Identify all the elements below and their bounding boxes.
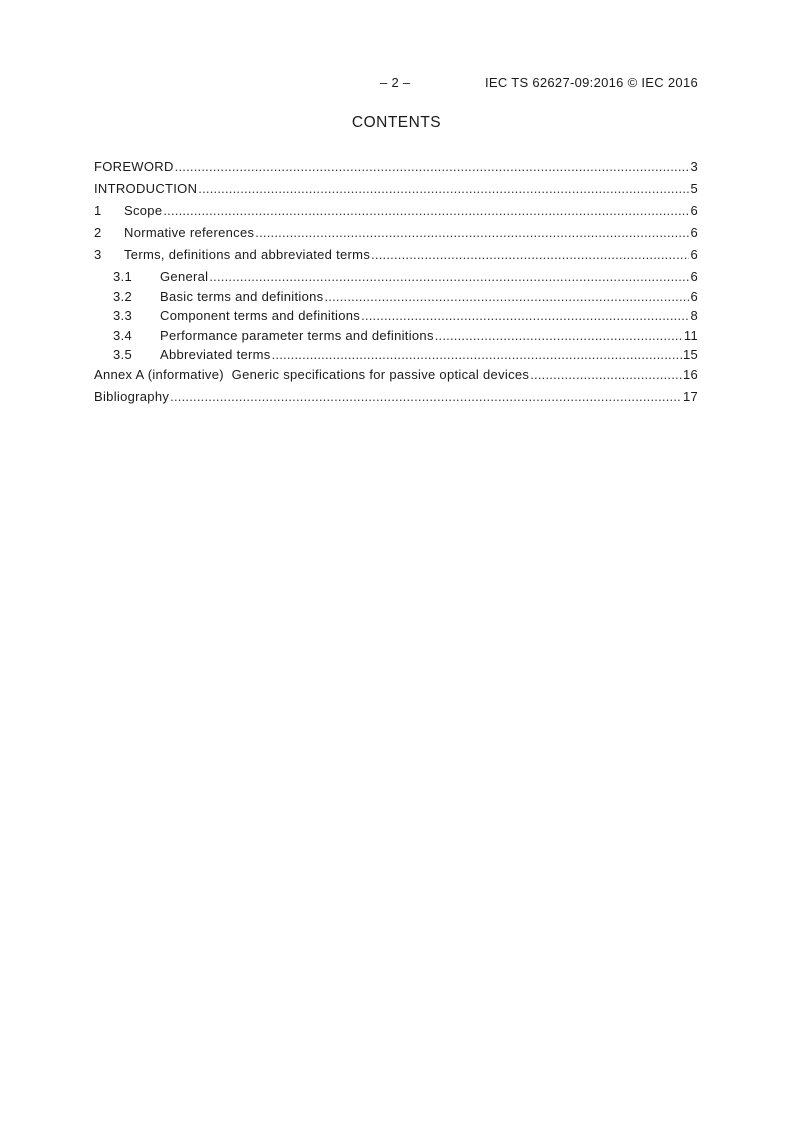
toc-entry-page: 3: [690, 159, 698, 174]
toc-entry-basic-terms[interactable]: [94, 287, 698, 307]
toc-entry-title: Normative references: [124, 225, 255, 240]
toc-entry-annex-a[interactable]: [94, 365, 698, 385]
toc-entry-page: 8: [690, 308, 698, 323]
toc-entry-number: 3.3: [113, 308, 132, 323]
toc-leader-dots: [324, 287, 689, 307]
toc-entry-title: Scope: [124, 203, 163, 218]
toc-entry-terms-definitions[interactable]: [94, 245, 698, 265]
toc-entry-title: Component terms and definitions: [160, 308, 361, 323]
toc-entry-number: 3: [94, 247, 102, 262]
toc-leader-dots: [163, 201, 689, 221]
toc-leader-dots: [530, 365, 682, 385]
toc-entry-title: Bibliography: [94, 388, 170, 404]
toc-entry-number: 1: [94, 203, 102, 218]
toc-entry-component-terms[interactable]: [94, 306, 698, 326]
toc-entry-general[interactable]: [94, 267, 698, 287]
toc-entry-title: General: [160, 269, 209, 284]
toc-entry-foreword[interactable]: [94, 157, 698, 177]
document-reference: IEC TS 62627-09:2016 © IEC 2016: [484, 75, 698, 90]
toc-entry-number: 3.5: [113, 347, 132, 362]
toc-leader-dots: [435, 326, 683, 346]
toc-entry-title: INTRODUCTION: [94, 181, 198, 196]
toc-entry-normative-references[interactable]: [94, 223, 698, 243]
toc-entry-introduction[interactable]: [94, 179, 698, 199]
page-number: – 2 –: [380, 75, 411, 90]
toc-leader-dots: [361, 306, 689, 326]
toc-entry-page: 15: [682, 347, 698, 362]
toc-entry-page: 5: [690, 181, 698, 196]
toc-entry-page: 6: [690, 203, 698, 218]
toc-entry-page: 11: [683, 327, 698, 343]
toc-entry-page: 16: [682, 366, 698, 382]
toc-entry-number: 2: [94, 225, 102, 240]
toc-entry-number: 3.4: [113, 327, 132, 343]
toc-entry-page: 6: [690, 225, 698, 240]
toc-entry-number: 3.2: [113, 288, 132, 304]
toc-entry-bibliography[interactable]: [94, 387, 698, 407]
toc-entry-page: 6: [690, 269, 698, 284]
toc-entry-scope[interactable]: [94, 201, 698, 221]
toc-leader-dots: [209, 267, 689, 287]
toc-leader-dots: [198, 179, 689, 199]
toc-entry-title: Abbreviated terms: [160, 347, 271, 362]
toc-entry-number: 3.1: [113, 269, 132, 284]
toc-leader-dots: [272, 345, 682, 365]
toc-leader-dots: [371, 245, 689, 265]
toc-entry-title: Basic terms and definitions: [160, 288, 324, 304]
toc-entry-page: 6: [690, 247, 698, 262]
toc-entry-title: Performance parameter terms and definitions: [160, 327, 434, 343]
toc-entry-title: Terms, definitions and abbreviated terms: [124, 247, 371, 262]
contents-title: CONTENTS: [351, 114, 442, 131]
toc-leader-dots: [255, 223, 689, 243]
toc-leader-dots: [175, 157, 690, 177]
toc-entry-title: FOREWORD: [94, 159, 174, 174]
toc-leader-dots: [170, 387, 682, 407]
toc-entry-page: 17: [682, 388, 698, 404]
toc-entry-performance-parameter-terms[interactable]: [94, 326, 698, 346]
toc-entry-page: 6: [690, 288, 698, 304]
toc-entry-title: Annex A (informative) Generic specifications for passive optical devices: [94, 366, 530, 382]
table-of-contents: [94, 157, 698, 406]
toc-entry-abbreviated-terms[interactable]: [94, 345, 698, 365]
page-header: [94, 75, 698, 93]
